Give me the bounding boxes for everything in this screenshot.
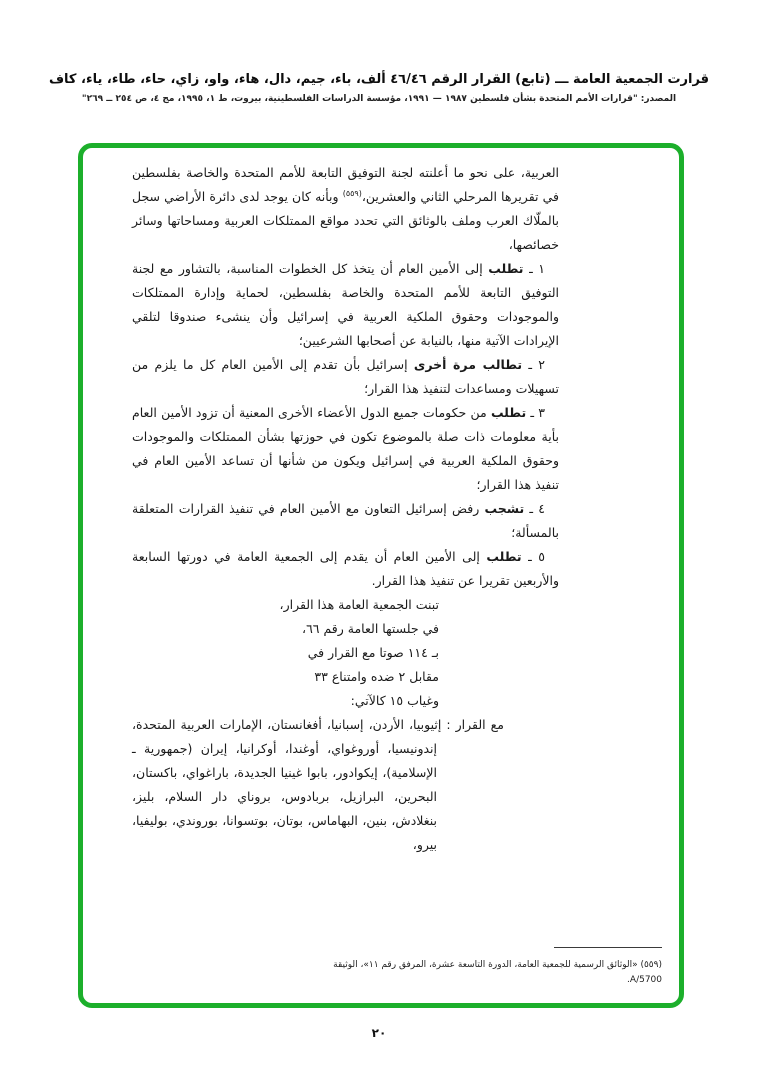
country-list: إثيوبيا، الأردن، إسبانيا، أفغانستان، الإمارات العربية المتحدة، إندونيسيا، أوروغواي، أوغندا، أوكرانيا، إيران (جمهورية ـ الإسلامية)، إيكوادور، بابوا غينيا الجديدة، باراغواي، باكستان، البحرين، البرازيل، بربادوس، بروناي دار السلام، بليز، بنغلادش، بنين، البهاماس، بوتان، بوتسوانا، بوروندي، بوليفيا، بيرو،: [132, 717, 442, 852]
paragraph-text: إلى الأمين العام أن يتخذ كل الخطوات المناسبة، بالتشاور مع لجنة التوفيق التابعة للأمم المتحدة والخاصة بفلسطين، لحماية وإدارة الممتلكات والموجودات وحقوق الملكية العربية في إسرائيل وأن ينشىء صندوقا لتلقي الإيرادات الآتية منها، بالنيابة عن أصحابها الشرعيين؛: [132, 261, 559, 348]
page-number: ٢٠: [371, 1026, 387, 1040]
page-title: قرارت الجمعية العامة ـــ (تابع) القرار الرقم ٤٦/٤٦ ألف، باء، جيم، دال، هاء، واو، زاي، حاء، طاء، ياء، كاف: [48, 72, 710, 87]
paragraph-number: ١ ـ: [523, 261, 546, 276]
operative-verb: تطالب مرة أخرى: [413, 357, 523, 372]
paragraph-text: إسرائيل بأن تقدم إلى الأمين العام كل ما يلزم من تسهيلات ومساعدات لتنفيذ هذا القرار؛: [132, 357, 559, 396]
vote-in-favour-label: مع القرار :: [441, 717, 505, 732]
adoption-note-line: بـ ١١٤ صوتا مع القرار في: [307, 645, 439, 660]
paragraph-text: رفض إسرائيل التعاون مع الأمين العام في تنفيذ القرارات المتعلقة بالمسألة؛: [132, 501, 559, 540]
resolution-text: [132, 161, 559, 857]
operative-paragraph-4: [132, 497, 559, 545]
paragraph-number: ٢ ـ: [522, 357, 546, 372]
adoption-note-line: في جلستها العامة رقم ٦٦،: [302, 621, 439, 636]
operative-paragraph-3: [132, 401, 559, 497]
paragraph-text: إلى الأمين العام أن يقدم إلى الجمعية العامة في دورتها السابعة والأربعين تقريرا عن تنفيذ هذا القرار.: [132, 549, 559, 588]
paragraph-text: من حكومات جميع الدول الأعضاء الأخرى المعنية أن تزود الأمين العام بأية معلومات ذات صلة بالموضوع تكون في حوزتها بشأن الممتلكات والموجودات وحقوق الملكية العربية في إسرائيل ويكون من شأنها أن تساعد الأمين العام في تنفيذ هذا القرار؛: [132, 405, 559, 492]
adoption-note-line: وغياب ١٥ كالآتي:: [350, 693, 439, 708]
operative-verb: تطلب: [488, 261, 524, 276]
paragraph-number: ٥ ـ: [521, 549, 545, 564]
operative-verb: تشجب: [484, 501, 525, 516]
adoption-note: [132, 593, 439, 713]
adoption-note-line: تبنت الجمعية العامة هذا القرار،: [279, 597, 439, 612]
intro-text-after-ref: وبأنه كان يوجد لدى دائرة الأراضي سجل بالملّاك العرب وملف بالوثائق التي تحدد مواقع الممتلكات العربية ومساحاتها وسائر خصائصها،: [132, 189, 559, 252]
operative-paragraph-2: [132, 353, 559, 401]
operative-verb: تطلب: [486, 549, 522, 564]
page-header: [20, 72, 738, 104]
operative-paragraph-5: [132, 545, 559, 593]
adoption-note-line: مقابل ٢ ضده وامتناع ٣٣: [314, 669, 439, 684]
paragraph-number: ٣ ـ: [526, 405, 546, 420]
footnote-separator: [554, 947, 662, 948]
source-line: المصدر: "قرارات الأمم المتحدة بشأن فلسطين ١٩٨٧ — ١٩٩١، مؤسسة الدراسات الفلسطينية، بيروت، ط ١، ١٩٩٥، مج ٤، ص ٢٥٤ ــ ٢٦٩": [81, 94, 677, 104]
footnote: (٥٥٩) «الوثائق الرسمية للجمعية العامة، الدورة التاسعة عشرة، المرفق رقم ١١»، الوثيقة A/5700.: [333, 960, 662, 985]
operative-verb: تطلب: [490, 405, 527, 420]
intro-paragraph: [132, 161, 559, 257]
footnote-ref-marker: (٥٥٩): [342, 188, 362, 198]
intro-text-before-ref: العربية، على نحو ما أعلنته لجنة التوفيق التابعة للأمم المتحدة والخاصة بفلسطين في تقريرها المرحلي الثاني والعشرين،: [132, 165, 559, 204]
content-frame: [78, 143, 684, 1008]
vote-in-favour-block: [132, 713, 504, 857]
paragraph-number: ٤ ـ: [524, 501, 545, 516]
operative-paragraph-1: [132, 257, 559, 353]
